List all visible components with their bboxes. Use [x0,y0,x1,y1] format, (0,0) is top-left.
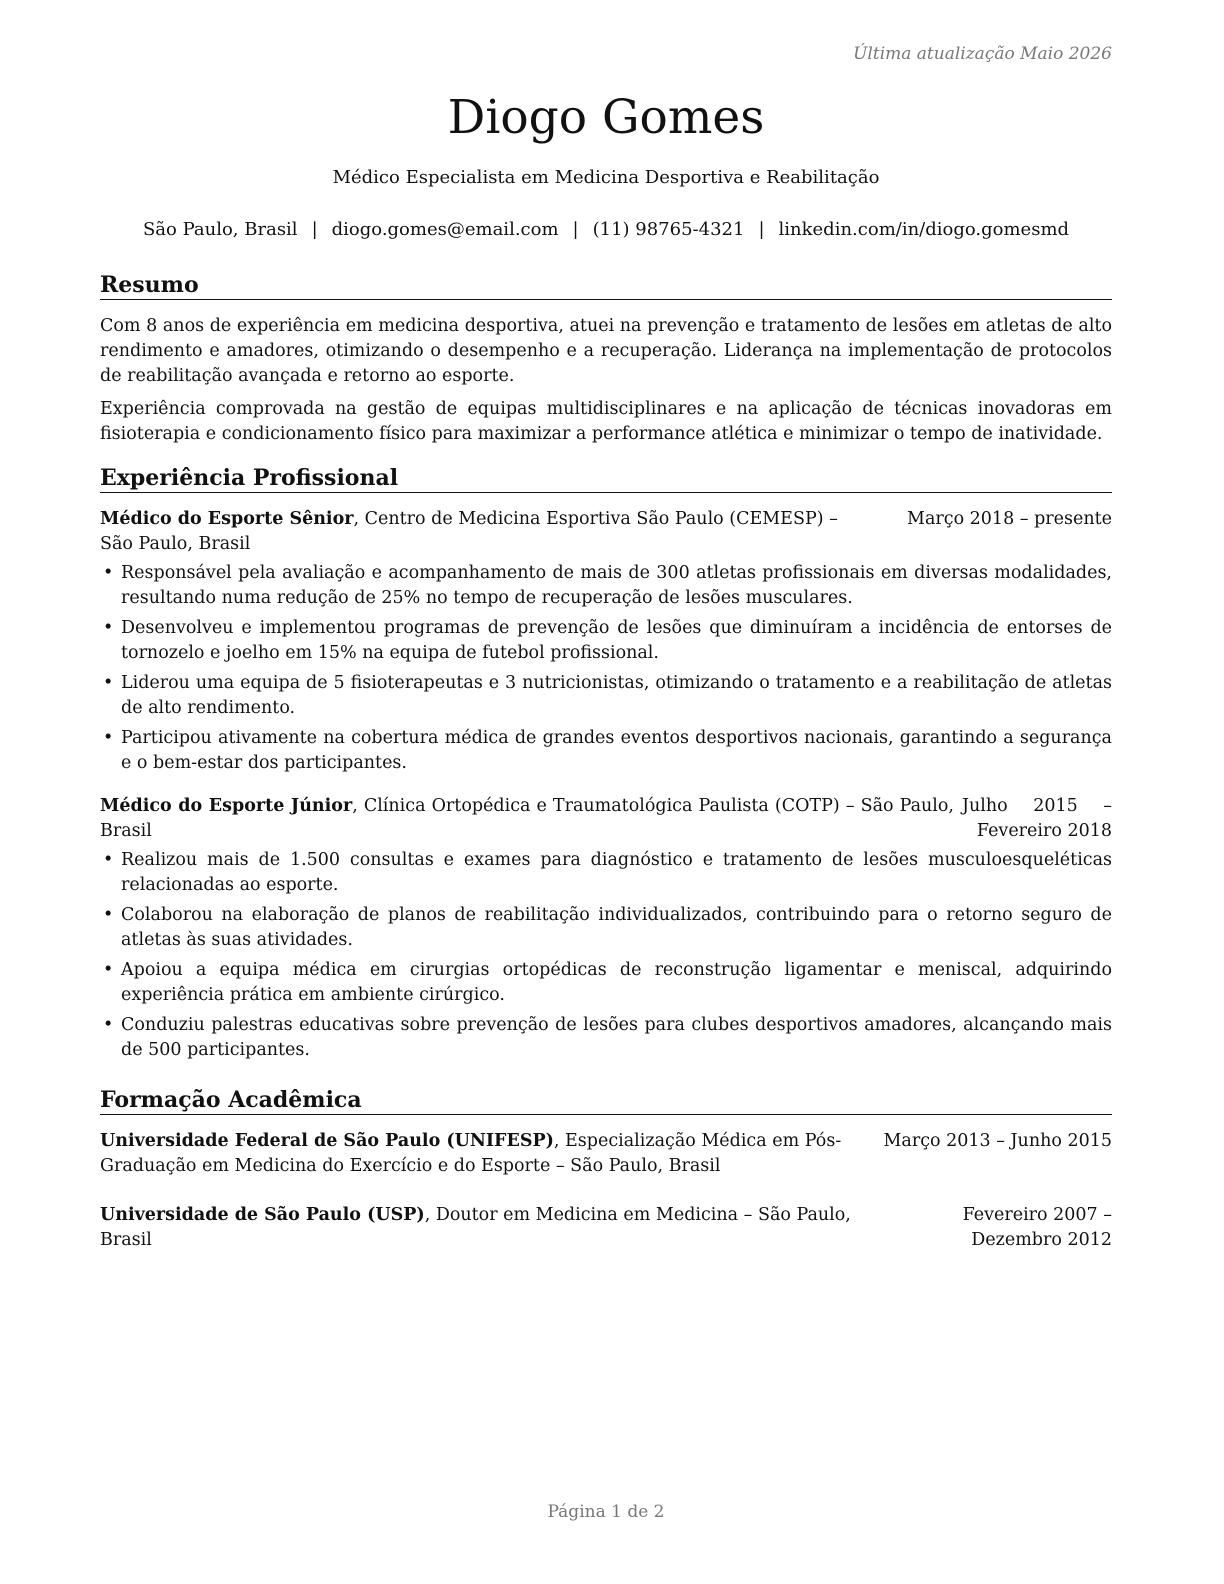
contact-phone[interactable]: (11) 98765-4321 [592,219,745,240]
list-item: • Apoiou a equipa médica em cirurgias ortopédicas de reconstrução ligamentar e meniscal, adquirindo experiência prática em ambiente cirúrgico. [103,960,1112,1005]
experience-dates: Março 2018 – presente [907,509,1112,529]
page-number: Página 1 de 2 [547,1502,665,1522]
contact-location: São Paulo, Brasil [142,219,298,240]
list-item: • Conduziu palestras educativas sobre prevenção de lesões para clubes desportivos amadores, alcançando mais de 500 participantes. [103,1015,1112,1060]
summary-paragraph: Experiência comprovada na gestão de equipas multidisciplinares e na aplicação de técnicas inovadoras em fisioterapia e condicionamento físico para maximizar a performance atlética e minimizar o tempo de inatividade. [100,399,1112,444]
list-item: • Colaborou na elaboração de planos de reabilitação individualizados, contribuindo para o retorno seguro de atletas às suas atividades. [103,905,1112,950]
resume-page [100,0,1112,1584]
list-item: • Liderou uma equipa de 5 fisioterapeutas e 3 nutricionistas, otimizando o tratamento e a reabilitação de atletas de alto rendimento. [103,673,1112,718]
experience-role: Médico do Esporte Júnior [100,796,353,816]
experience-organization: , Clínica Ortopédica e Traumatológica Paulista (COTP) – São Paulo, Brasil [100,796,954,841]
contact-email[interactable]: diogo.gomes@email.com [331,219,559,240]
summary-paragraph: Com 8 anos de experiência em medicina desportiva, atuei na prevenção e tratamento de lesões em atletas de alto rendimento e amadores, otimizando o desempenho e a recuperação. Liderança na implementação de protocolos de reabilitação avançada e retorno ao esporte. [100,316,1112,386]
education-school: Universidade Federal de São Paulo (UNIFESP) [100,1131,554,1151]
bullet-icon: • [103,728,114,748]
bullet-icon: • [103,905,114,925]
summary-heading: Resumo [100,272,1112,300]
experience-entry-header [100,794,1112,844]
contact-separator: | [572,219,579,240]
experience-entry-header [100,507,1112,557]
summary-section [100,272,1112,455]
bullet-icon: • [103,673,114,693]
contact-separator: | [758,219,765,240]
list-item: • Desenvolveu e implementou programas de prevenção de lesões que diminuíram a incidência de entorses de tornozelo e joelho em 15% na equipa de futebol profissional. [103,618,1112,663]
education-entry [100,1203,1112,1253]
candidate-name: Diogo Gomes [447,90,765,145]
bullet-icon: • [103,618,114,638]
contact-separator: | [311,219,318,240]
education-entry [100,1129,1112,1179]
list-item: • Participou ativamente na cobertura médica de grandes eventos desportivos nacionais, garantindo a segurança e o bem-estar dos participantes. [103,728,1112,773]
candidate-headline: Médico Especialista em Medicina Desportiva e Reabilitação [332,167,880,188]
experience-entry [100,507,1112,776]
education-dates: Março 2013 – Junho 2015 [883,1131,1112,1151]
experience-organization: , Centro de Medicina Esportiva São Paulo (CEMESP) – São Paulo, Brasil [100,509,838,554]
experience-dates: Julho 2015 – Fevereiro 2018 [962,796,1112,841]
education-school: Universidade de São Paulo (USP) [100,1205,425,1225]
list-item: • Realizou mais de 1.500 consultas e exames para diagnóstico e tratamento de lesões musculoesqueléticas relacionadas ao esporte. [103,850,1112,895]
experience-role: Médico do Esporte Sênior [100,509,354,529]
experience-heading: Experiência Profissional [100,465,1112,493]
contact-line [100,219,1112,240]
education-heading: Formação Acadêmica [100,1087,1112,1115]
education-section [100,1087,1112,1253]
experience-bullets [100,848,1112,1063]
experience-bullets [100,561,1112,776]
list-item: • Responsável pela avaliação e acompanhamento de mais de 300 atletas profissionais em diversas modalidades, resultando numa redução de 25% no tempo de recuperação de lesões musculares. [103,563,1112,608]
education-degree: , Doutor em Medicina em Medicina – São Paulo, Brasil [100,1205,851,1250]
last-updated: Última atualização Maio 2026 [853,44,1112,64]
bullet-icon: • [103,960,114,980]
education-dates: Fevereiro 2007 – Dezembro 2012 [962,1205,1112,1250]
experience-section [100,465,1112,1068]
bullet-icon: • [103,850,114,870]
bullet-icon: • [103,563,114,583]
education-degree: , Especialização Médica em Pós-Graduação em Medicina do Exercício e do Esporte – São Paulo, Brasil [100,1131,842,1176]
contact-linkedin[interactable]: linkedin.com/in/diogo.gomesmd [778,219,1070,240]
bullet-icon: • [103,1015,114,1035]
experience-entry [100,794,1112,1063]
